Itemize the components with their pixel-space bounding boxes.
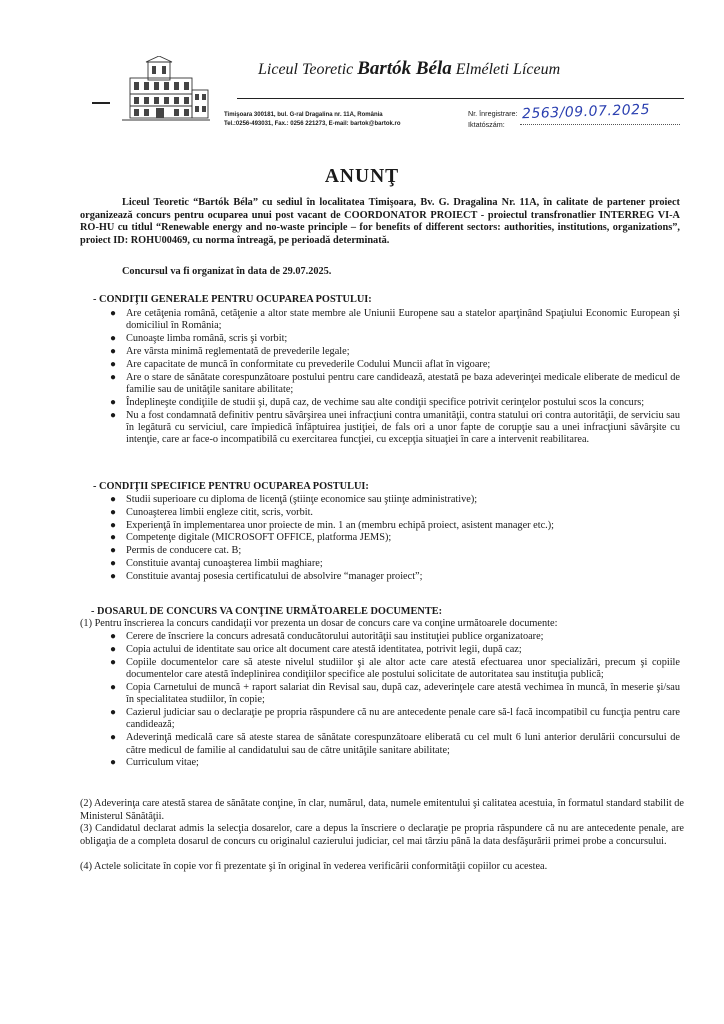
bullet-icon: ● — [110, 681, 117, 693]
list-item — [110, 571, 680, 583]
specific-conditions-list — [110, 494, 680, 584]
list-item-text: Copiile documentelor care să ateste nivelul studiilor şi ale altor acte care atestă efectuarea unor specializări, precum şi copiile documentelor care atestă îndeplinirea condiţiilor specifice ale postului solicitate de autoritatea sau instituţia publică; — [126, 656, 680, 680]
list-item — [110, 757, 680, 769]
list-item-text: Studii superioare cu diploma de licenţă (ştiinţe economice sau ştiinţe administrative); — [126, 494, 478, 505]
school-building-logo-icon — [120, 56, 212, 124]
list-item-text: Curriculum vitae; — [126, 757, 199, 769]
bullet-icon: ● — [110, 396, 117, 408]
bullet-icon: ● — [110, 506, 117, 518]
bullet-icon: ● — [110, 631, 117, 642]
list-item-text: Are cetăţenia română, cetăţenie a altor state membre ale Uniunii Europene sau a statelor aparţinând Spaţiului Economic European şi domiciliul în România; — [126, 308, 680, 332]
contest-date-paragraph: Concursul va fi organizat în data de 29.07.2025. — [122, 266, 332, 277]
list-item-text: Are vârsta minimă reglementată de prevederile legale; — [126, 346, 350, 357]
address-text: Timişoara 300181, bul. G-ral Dragalina nr. 11A, România — [224, 112, 383, 118]
list-item-text: Permis de conducere cat. B; — [126, 545, 242, 557]
bullet-icon: ● — [110, 570, 117, 582]
list-item-text: Adeverinţă medicală care să ateste starea de sănătate corespunzătoare eliberată cu cel mult 6 luni anterior derulării concursului de către medicul de familie al candidatului sau de către unităţile sanitare abilitate; — [126, 732, 680, 756]
list-item-text: Cazierul judiciar sau o declaraţie pe propria răspundere că nu are antecedente penale care să-l facă incompatibil cu funcţia pentru care candidează; — [126, 707, 680, 731]
intro-paragraph: Liceul Teoretic “Bartók Béla” cu sediul în localitatea Timişoara, Bv. G. Dragalina Nr. 11A, în calitate de partener proiect organizează concurs pentru ocuparea unui post vacant de COORDONATOR PROIECT - proiectul transfronatlier INTERREG VI-A RO-HU cu titlul “Renewable energy and no-waste principle – for benefits of different sectors: authorities, institutions, organizations”, proiect ID: ROHU00469, cu norma întreagă, pe perioadă determinată. — [80, 197, 680, 246]
list-item-text: Nu a fost condamnată definitiv pentru săvârşirea unei infracţiuni contra umanităţii, contra statului ori contra autorităţii, de serviciu sau în legătură cu serviciul, care împiedică înfăptuirea justiţiei, de fals ori a unor fapte de corupţie sau a unei infracţiuni săvârşite cu intenţie, care ar face-o incompatibilă cu exercitarea funcţiei, cu excepţia situaţiei în care a intervenit reabilitarea. — [126, 409, 680, 446]
contact-block — [224, 111, 401, 128]
list-item-text: Cunoaşterea limbii engleze citit, scris, vorbit. — [126, 506, 314, 518]
list-item-text: Cunoaşte limba română, scris şi vorbit; — [126, 333, 288, 345]
list-item — [110, 507, 680, 519]
document-title: ANUNŢ — [324, 166, 400, 187]
dossier-paragraph-4: (4) Actele solicitate în copie vor fi prezentate şi în original în vederea verificării conformităţii copiilor cu acestea. — [80, 861, 548, 872]
list-item — [110, 707, 680, 732]
school-name-prefix: Liceul Teoretic — [258, 61, 354, 78]
list-item — [110, 520, 680, 532]
header-dash — [92, 102, 110, 104]
list-item-text: Constituie avantaj posesia certificatului de absolvire “manager proiect”; — [126, 570, 423, 582]
list-item — [110, 359, 680, 371]
bullet-icon: ● — [110, 346, 117, 357]
list-item-text: Copia actului de identitate sau orice alt document care atestă identitatea, potrivit legii, după caz; — [126, 643, 522, 655]
school-name-main: Bartók Béla — [357, 58, 452, 79]
bullet-icon: ● — [110, 371, 117, 383]
list-item — [110, 346, 680, 358]
bullet-icon: ● — [110, 643, 117, 655]
list-item — [110, 732, 680, 757]
registration-labels — [468, 108, 518, 130]
bullet-icon: ● — [110, 333, 117, 345]
bullet-icon: ● — [110, 557, 117, 569]
list-item — [110, 333, 680, 345]
letterhead — [92, 48, 684, 138]
bullet-icon: ● — [110, 409, 117, 421]
bullet-icon: ● — [110, 757, 117, 769]
bullet-icon: ● — [110, 532, 117, 544]
registration-dotted-line — [520, 124, 680, 125]
list-item-text: Copia Carnetului de muncă + raport salariat din Revisal sau, după caz, adeverinţele care atestă vechimea în muncă, în meserie şi/sau în specialitatea studiilor, în copie; — [126, 681, 680, 706]
list-item — [110, 532, 680, 544]
dossier-paragraph-1: (1) Pentru înscrierea la concurs candidaţii vor prezenta un dosar de concurs care va conţine următoarele documente: — [80, 618, 558, 629]
general-conditions-heading: - CONDIŢII GENERALE PENTRU OCUPAREA POSTULUI: — [93, 294, 372, 305]
header-rule — [237, 98, 684, 99]
registration-number-handwritten: 2563/09.07.2025 — [521, 101, 651, 123]
list-item-text: Constituie avantaj cunoaşterea limbii maghiare; — [126, 557, 323, 569]
list-item — [110, 644, 680, 656]
list-item-text: Competenţe digitale (MICROSOFT OFFICE, platforma JEMS); — [126, 532, 392, 544]
bullet-icon: ● — [110, 519, 117, 531]
reg-label-ro: Nr. înregistrare: — [468, 109, 518, 118]
dossier-paragraph-2: (2) Adeverinţa care atestă starea de sănătate conţine, în clar, numărul, data, numele emitentului şi calitatea acestuia, în formatul standard stabilit de Ministerul Sănătăţii. — [80, 798, 684, 822]
bullet-icon: ● — [110, 494, 117, 505]
bullet-icon: ● — [110, 545, 117, 557]
list-item — [110, 410, 680, 447]
specific-conditions-heading: - CONDIŢII SPECIFICE PENTRU OCUPAREA POSTULUI: — [93, 481, 369, 492]
bullet-icon: ● — [110, 308, 117, 319]
reg-label-hu: Iktatószám: — [468, 120, 505, 129]
list-item-text: Experienţă în implementarea unor proiecte de min. 1 an (membru echipă proiect, asistent manager etc.); — [126, 519, 555, 531]
dossier-documents-list — [110, 631, 680, 770]
contact-text: Tel.:0256-493031, Fax.: 0256 221273, E-mail: bartok@bartok.ro — [224, 120, 401, 127]
bullet-icon: ● — [110, 707, 117, 718]
school-name — [258, 58, 560, 80]
dossier-heading: - DOSARUL DE CONCURS VA CONŢINE URMĂTOARELE DOCUMENTE: — [91, 606, 442, 617]
list-item — [110, 631, 680, 643]
list-item — [110, 494, 680, 506]
bullet-icon: ● — [110, 732, 117, 744]
list-item — [110, 372, 680, 397]
list-item — [110, 657, 680, 682]
list-item-text: Îndeplineşte condiţiile de studii şi, după caz, de vechime sau alte condiţii specifice potrivit cerinţelor postului scos la concurs; — [126, 396, 645, 408]
list-item — [110, 308, 680, 333]
list-item-text: Are o stare de sănătate corespunzătoare postului pentru care candidează, atestată pe baza adeverinţei medicale eliberate de medicul de familie sau de unităţile sanitare abilitate; — [126, 371, 680, 395]
general-conditions-list — [110, 308, 680, 447]
list-item — [110, 545, 680, 557]
list-item-text: Are capacitate de muncă în conformitate cu prevederile Codului Muncii aflat în vigoare; — [126, 358, 491, 370]
dossier-paragraph-3: (3) Candidatul declarat admis la selecţia dosarelor, care a depus la înscriere o declaraţie pe propria răspundere că nu are antecedente penale, are obligaţia de a completa dosarul de concurs cu originalul cazierului judiciar, cel mai târziu până la data desfăşurării primei probe a concursului. — [80, 823, 684, 847]
list-item — [110, 558, 680, 570]
school-name-suffix: Elméleti Líceum — [455, 61, 561, 78]
list-item — [110, 397, 680, 409]
bullet-icon: ● — [110, 358, 117, 370]
bullet-icon: ● — [110, 656, 117, 668]
list-item — [110, 682, 680, 707]
list-item-text: Cerere de înscriere la concurs adresată conducătorului autorităţii sau instituţiei publice organizatoare; — [126, 631, 544, 642]
